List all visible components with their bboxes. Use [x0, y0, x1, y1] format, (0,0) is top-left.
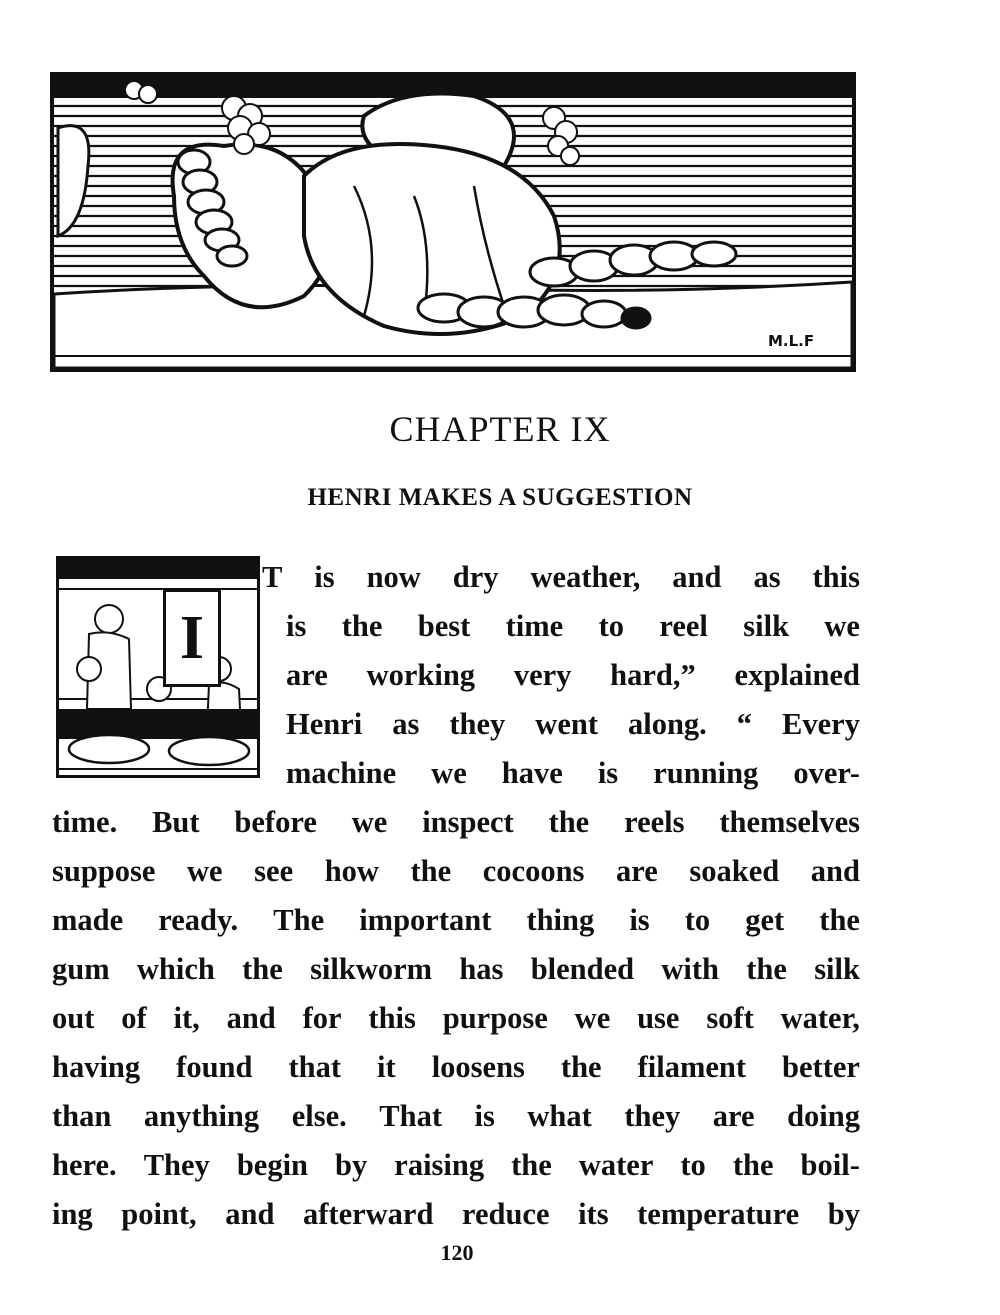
- body-line-13: here. They begin by raising the water to the boil-: [52, 1148, 860, 1182]
- chapter-title: HENRI MAKES A SUGGESTION: [307, 484, 693, 511]
- body-line-11: having found that it loosens the filament better: [52, 1050, 860, 1084]
- chapter-number: CHAPTER IX: [389, 409, 611, 449]
- body-line-7: suppose we see how the cocoons are soaked and: [52, 854, 860, 888]
- body-line-5: machine we have is running over-: [286, 756, 860, 790]
- body-line-6: time. But before we inspect the reels themselves: [52, 805, 860, 839]
- body-line-2: is the best time to reel silk we: [286, 609, 860, 643]
- body-line-10: out of it, and for this purpose we use soft water,: [52, 1001, 860, 1035]
- body-line-12: than anything else. That is what they are doing: [52, 1099, 860, 1133]
- body-line-8: made ready. The important thing is to get the: [52, 903, 860, 937]
- body-line-14: ing point, and afterward reduce its temperature by: [52, 1197, 860, 1231]
- drop-cap-letter: I: [163, 589, 221, 687]
- illustrated-drop-cap: [56, 556, 260, 778]
- body-line-1: T is now dry weather, and as this: [262, 560, 860, 594]
- body-line-3: are working very hard,” explained: [286, 658, 860, 692]
- body-line-4: Henri as they went along. “ Every: [286, 707, 860, 741]
- artist-monogram: M.L.F: [768, 332, 815, 350]
- body-line-9: gum which the silkworm has blended with the silk: [52, 952, 860, 986]
- page-number: 120: [440, 1240, 474, 1265]
- chapter-headpiece-illustration: [50, 72, 856, 372]
